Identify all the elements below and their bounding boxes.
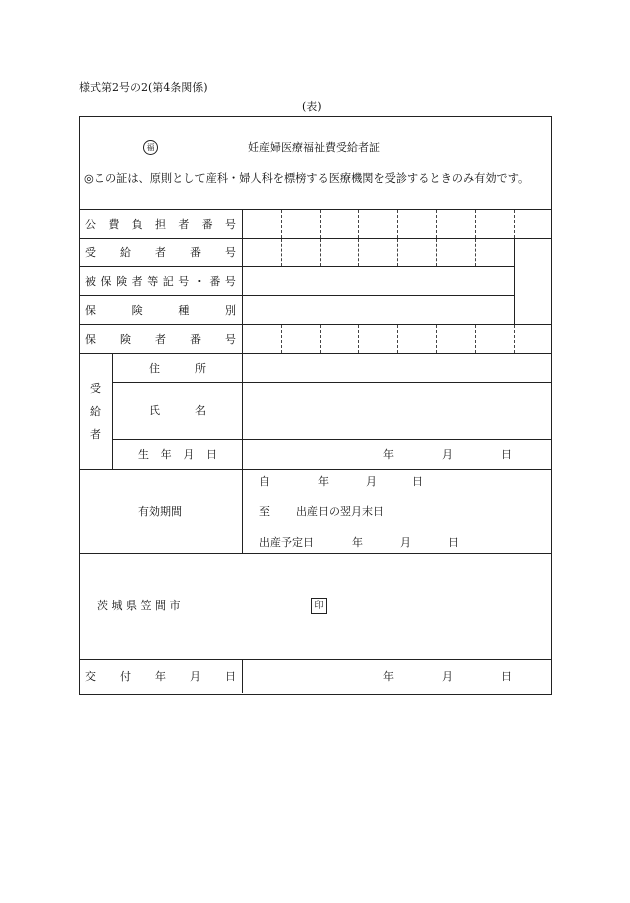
welfare-seal-icon: 福 [143,140,158,155]
official-stamp-icon: 印 [311,598,327,614]
insurance-type-field[interactable] [243,296,514,324]
due-date-year-unit: 年 [352,536,363,549]
issue-date-day-unit: 日 [501,670,512,683]
due-date-label: 出産予定日 [259,536,314,549]
issue-date-label: 交 付 年 月 日 [85,670,236,683]
address-field[interactable] [243,354,551,382]
birthdate-day-unit: 日 [501,448,512,461]
form-number: 様式第2号の2(第4条関係) [79,81,208,94]
validity-notice: ◎この証は、原則として産科・婦人科を標榜する医療機関を受診するときのみ有効です。 [84,172,530,185]
birthdate-label: 生 年 月 日 [138,448,217,461]
due-date-day-unit: 日 [448,536,459,549]
validity-label: 有効期間 [138,505,182,518]
validity-from-day-unit: 日 [412,475,423,488]
validity-from-month-unit: 月 [366,475,377,488]
validity-to-text: 出産日の翌月末日 [296,505,384,518]
issue-date-month-unit: 月 [442,670,453,683]
recipient-number-field[interactable] [243,239,514,266]
address-label: 住 所 [149,362,206,375]
birthdate-year-unit: 年 [383,448,394,461]
issue-date-year-unit: 年 [383,670,394,683]
insured-symbol-number-field[interactable] [243,267,514,295]
side-label: (表) [302,100,322,113]
validity-from-prefix: 自 [259,475,270,488]
insurer-number-field[interactable] [243,325,551,353]
recipient-group-label-2: 給 [90,405,101,418]
recipient-number-label: 受 給 者 番 号 [85,246,236,259]
payer-number-field[interactable] [243,210,551,238]
recipient-group-label-3: 者 [90,428,101,441]
issuer-name: 茨 城 県 笠 間 市 [97,599,181,612]
form-title: 妊産婦医療福祉費受給者証 [248,141,380,154]
insurance-type-label: 保 険 種 別 [85,304,236,317]
insured-symbol-number-label: 被 保 険 者 等 記 号 ・ 番 号 [85,275,236,288]
validity-from-year-unit: 年 [318,475,329,488]
insurer-number-label: 保 険 者 番 号 [85,333,236,346]
due-date-month-unit: 月 [400,536,411,549]
birthdate-month-unit: 月 [442,448,453,461]
recipient-group-label-1: 受 [90,382,101,395]
validity-to-prefix: 至 [259,505,270,518]
name-field[interactable] [243,383,551,439]
payer-number-label: 公 費 負 担 者 番 号 [85,218,236,231]
name-label: 氏 名 [149,404,206,417]
